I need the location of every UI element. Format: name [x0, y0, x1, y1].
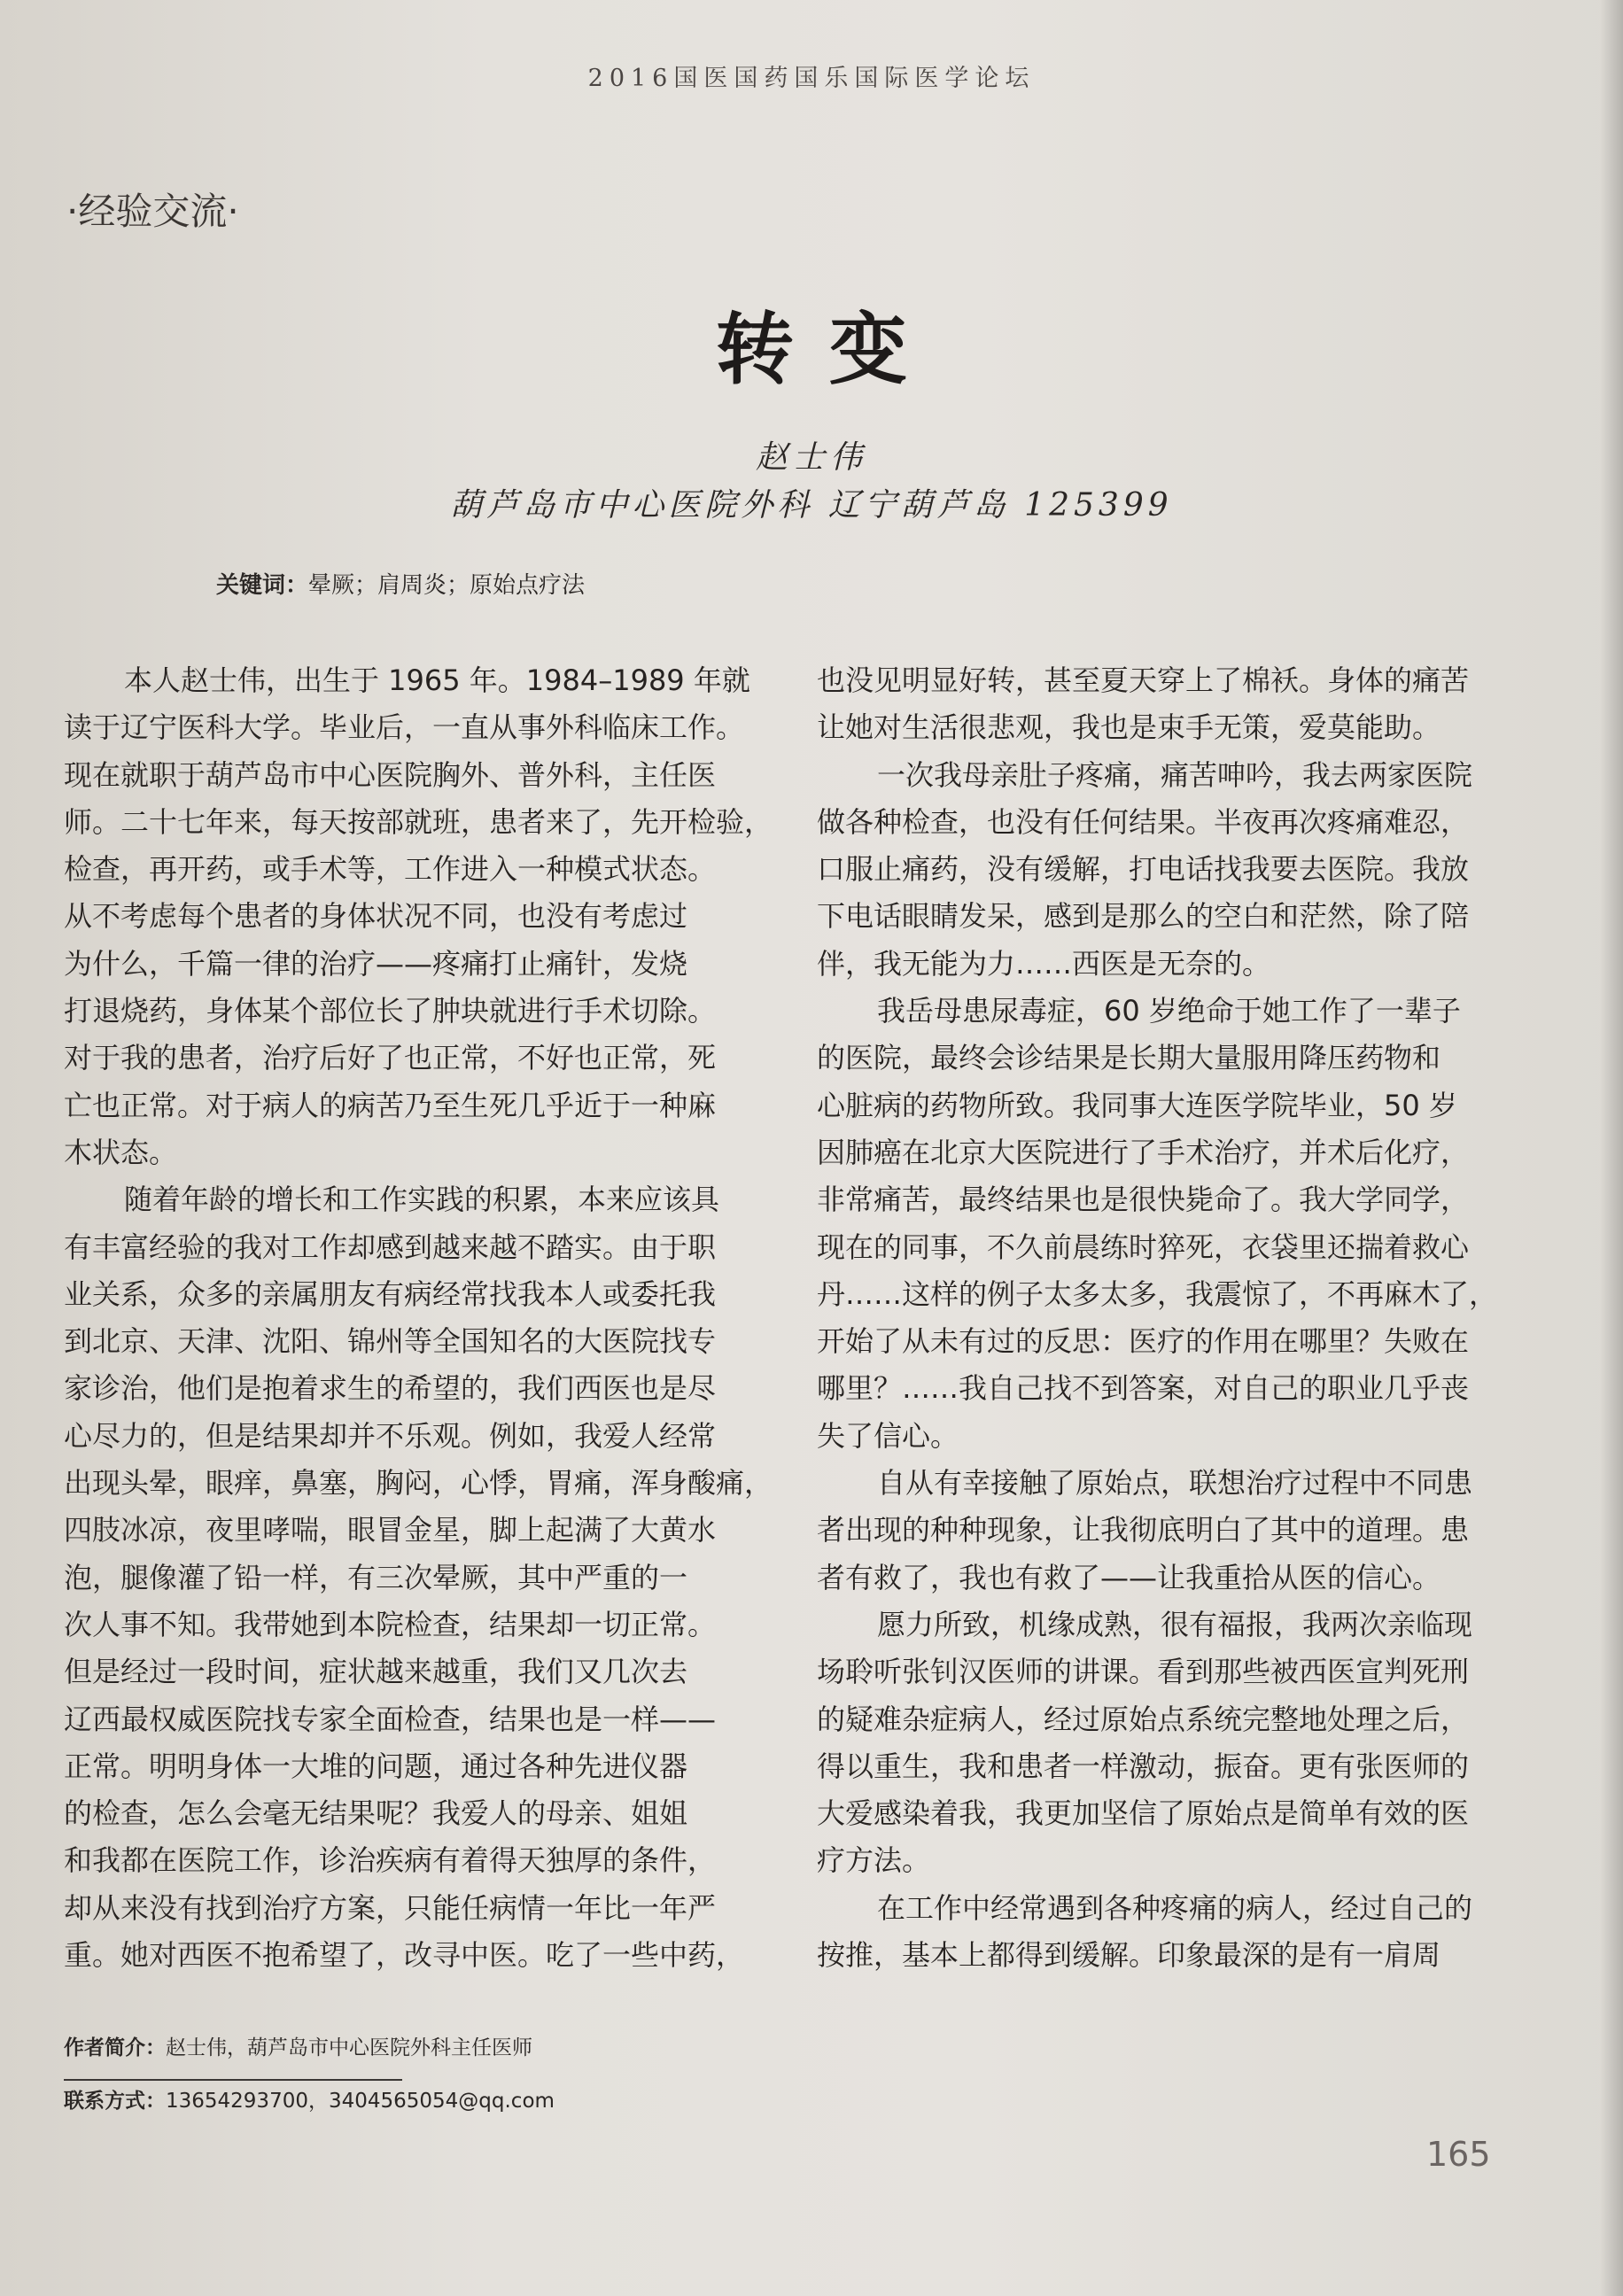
text-line: 哪里？……我自己找不到答案，对自己的职业几乎丧 [817, 1371, 1470, 1406]
footnote-author-intro [64, 2031, 532, 2060]
running-head: 2016国医国药国乐国际医学论坛 [587, 65, 1036, 92]
footnote-rule [64, 2079, 402, 2081]
author-affiliation: 葫芦岛市中心医院外科 辽宁葫芦岛 125399 [450, 487, 1173, 524]
page-number: 165 [1426, 2135, 1491, 2174]
text-line: 现在就职于葫芦岛市中心医院胸外、普外科，主任医 [64, 757, 717, 792]
text-line: 失了信心。 [817, 1418, 959, 1453]
text-line: 的检查，怎么会毫无结果呢？我爱人的母亲、姐姐 [64, 1796, 688, 1831]
text-line: 因肺癌在北京大医院进行了手术治疗，并术后化疗， [817, 1135, 1470, 1169]
text-line: 亡也正常。对于病人的病苦乃至生死几乎近于一种麻 [64, 1088, 717, 1122]
text-line: 却从来没有找到治疗方案，只能任病情一年比一年严 [64, 1890, 717, 1925]
footnote-contact-text: 13654293700，3404565054@qq.com [166, 2090, 555, 2113]
footnote-intro-label: 作者简介： [64, 2036, 166, 2059]
text-line: 在工作中经常遇到各种疼痛的病人，经过自己的 [877, 1890, 1473, 1925]
text-line: 的疑难杂症病人，经过原始点系统完整地处理之后， [817, 1702, 1470, 1736]
text-line: 和我都在医院工作，诊治疾病有着得天独厚的条件， [64, 1843, 717, 1878]
text-line: 下电话眼睛发呆，感到是那么的空白和茫然，除了陪 [817, 899, 1470, 934]
text-line: 口服止痛药，没有缓解，打电话找我要去医院。我放 [817, 852, 1470, 887]
page-edge-shadow [1600, 0, 1623, 2296]
text-line: 木状态。 [64, 1135, 178, 1169]
text-line: 心尽力的，但是结果却并不乐观。例如，我爱人经常 [64, 1418, 717, 1453]
text-line: 按推，基本上都得到缓解。印象最深的是有一肩周 [817, 1938, 1441, 1973]
text-line: 家诊治，他们是抱着求生的希望的，我们西医也是尽 [64, 1371, 717, 1406]
text-line: 检查，再开药，或手术等，工作进入一种模式状态。 [64, 852, 717, 887]
text-line: 让她对生活很悲观，我也是束手无策，爱莫能助。 [817, 710, 1441, 745]
text-line: 出现头晕，眼痒，鼻塞，胸闷，心悸，胃痛，浑身酸痛， [64, 1466, 773, 1501]
text-line: 开始了从未有过的反思：医疗的作用在哪里？失败在 [817, 1324, 1470, 1359]
text-line: 现在的同事，不久前晨练时猝死，衣袋里还揣着救心 [817, 1229, 1470, 1264]
text-line: 但是经过一段时间，症状越来越重，我们又几次去 [64, 1655, 688, 1689]
text-line: 做各种检查，也没有任何结果。半夜再次疼痛难忍， [817, 804, 1470, 839]
text-line: 大爱感染着我，我更加坚信了原始点是简单有效的医 [817, 1796, 1470, 1831]
author-name: 赵士伟 [755, 439, 867, 476]
text-line: 业关系，众多的亲属朋友有病经常找我本人或委托我 [64, 1276, 717, 1311]
text-line: 打退烧药，身体某个部位长了肿块就进行手术切除。 [64, 994, 717, 1028]
text-line: 者出现的种种现象，让我彻底明白了其中的道理。患 [817, 1513, 1470, 1547]
text-line: 一次我母亲肚子疼痛，痛苦呻吟，我去两家医院 [877, 757, 1473, 792]
article-title: 转变 [715, 304, 943, 395]
text-line: 到北京、天津、沈阳、锦州等全国知名的大医院找专 [64, 1324, 717, 1359]
text-line: 读于辽宁医科大学。毕业后，一直从事外科临床工作。 [64, 710, 745, 745]
text-line: 随着年龄的增长和工作实践的积累，本来应该具 [124, 1183, 720, 1217]
text-line: 本人赵士伟，出生于 1965 年。1984–1989 年就 [124, 663, 750, 697]
text-line: 的医院，最终会诊结果是长期大量服用降压药物和 [817, 1041, 1441, 1075]
text-line: 正常。明明身体一大堆的问题，通过各种先进仪器 [64, 1749, 688, 1783]
text-line: 对于我的患者，治疗后好了也正常，不好也正常，死 [64, 1041, 717, 1075]
text-line: 为什么，千篇一律的治疗——疼痛打止痛针，发烧 [64, 946, 688, 981]
text-line: 伴，我无能为力……西医是无奈的。 [817, 946, 1271, 981]
text-line: 愿力所致，机缘成熟，很有福报，我两次亲临现 [877, 1607, 1473, 1641]
text-line: 师。二十七年来，每天按部就班，患者来了，先开检验， [64, 804, 773, 839]
keywords-text: 晕厥；肩周炎；原始点疗法 [308, 572, 586, 599]
text-line: 次人事不知。我带她到本院检查，结果却一切正常。 [64, 1607, 717, 1641]
footnote-contact-label: 联系方式： [64, 2090, 166, 2113]
text-line: 心脏病的药物所致。我同事大连医学院毕业，50 岁 [817, 1088, 1457, 1122]
text-line: 有丰富经验的我对工作却感到越来越不踏实。由于职 [64, 1229, 717, 1264]
keywords-label: 关键词： [216, 572, 309, 599]
text-line: 泡，腿像灌了铅一样，有三次晕厥，其中严重的一 [64, 1560, 688, 1594]
text-line: 自从有幸接触了原始点，联想治疗过程中不同患 [877, 1466, 1473, 1501]
text-line: 得以重生，我和患者一样激动，振奋。更有张医师的 [817, 1749, 1470, 1783]
text-line: 四肢冰凉，夜里哮喘，眼冒金星，脚上起满了大黄水 [64, 1513, 717, 1547]
text-line: 我岳母患尿毒症，60 岁绝命于她工作了一辈子 [877, 994, 1461, 1028]
text-line: 非常痛苦，最终结果也是很快毙命了。我大学同学， [817, 1183, 1470, 1217]
text-line: 辽西最权威医院找专家全面检查，结果也是一样—— [64, 1702, 717, 1736]
text-line: 从不考虑每个患者的身体状况不同，也没有考虑过 [64, 899, 688, 934]
text-line: 场聆听张钊汉医师的讲课。看到那些被西医宣判死刑 [817, 1655, 1470, 1689]
section-tag: ·经验交流· [66, 190, 239, 233]
text-line: 疗方法。 [817, 1843, 931, 1878]
body-column-left [64, 657, 773, 1979]
keywords [216, 567, 585, 600]
text-line: 丹……这样的例子太多太多，我震惊了，不再麻木了， [817, 1276, 1498, 1311]
body-column-right [817, 657, 1526, 1979]
text-line: 也没见明显好转，甚至夏天穿上了棉袄。身体的痛苦 [817, 663, 1470, 697]
text-line: 重。她对西医不抱希望了，改寻中医。吃了一些中药， [64, 1938, 745, 1973]
text-line: 者有救了，我也有救了——让我重拾从医的信心。 [817, 1560, 1441, 1594]
footnote-contact [64, 2084, 555, 2114]
footnote-intro-text: 赵士伟，葫芦岛市中心医院外科主任医师 [166, 2036, 532, 2059]
